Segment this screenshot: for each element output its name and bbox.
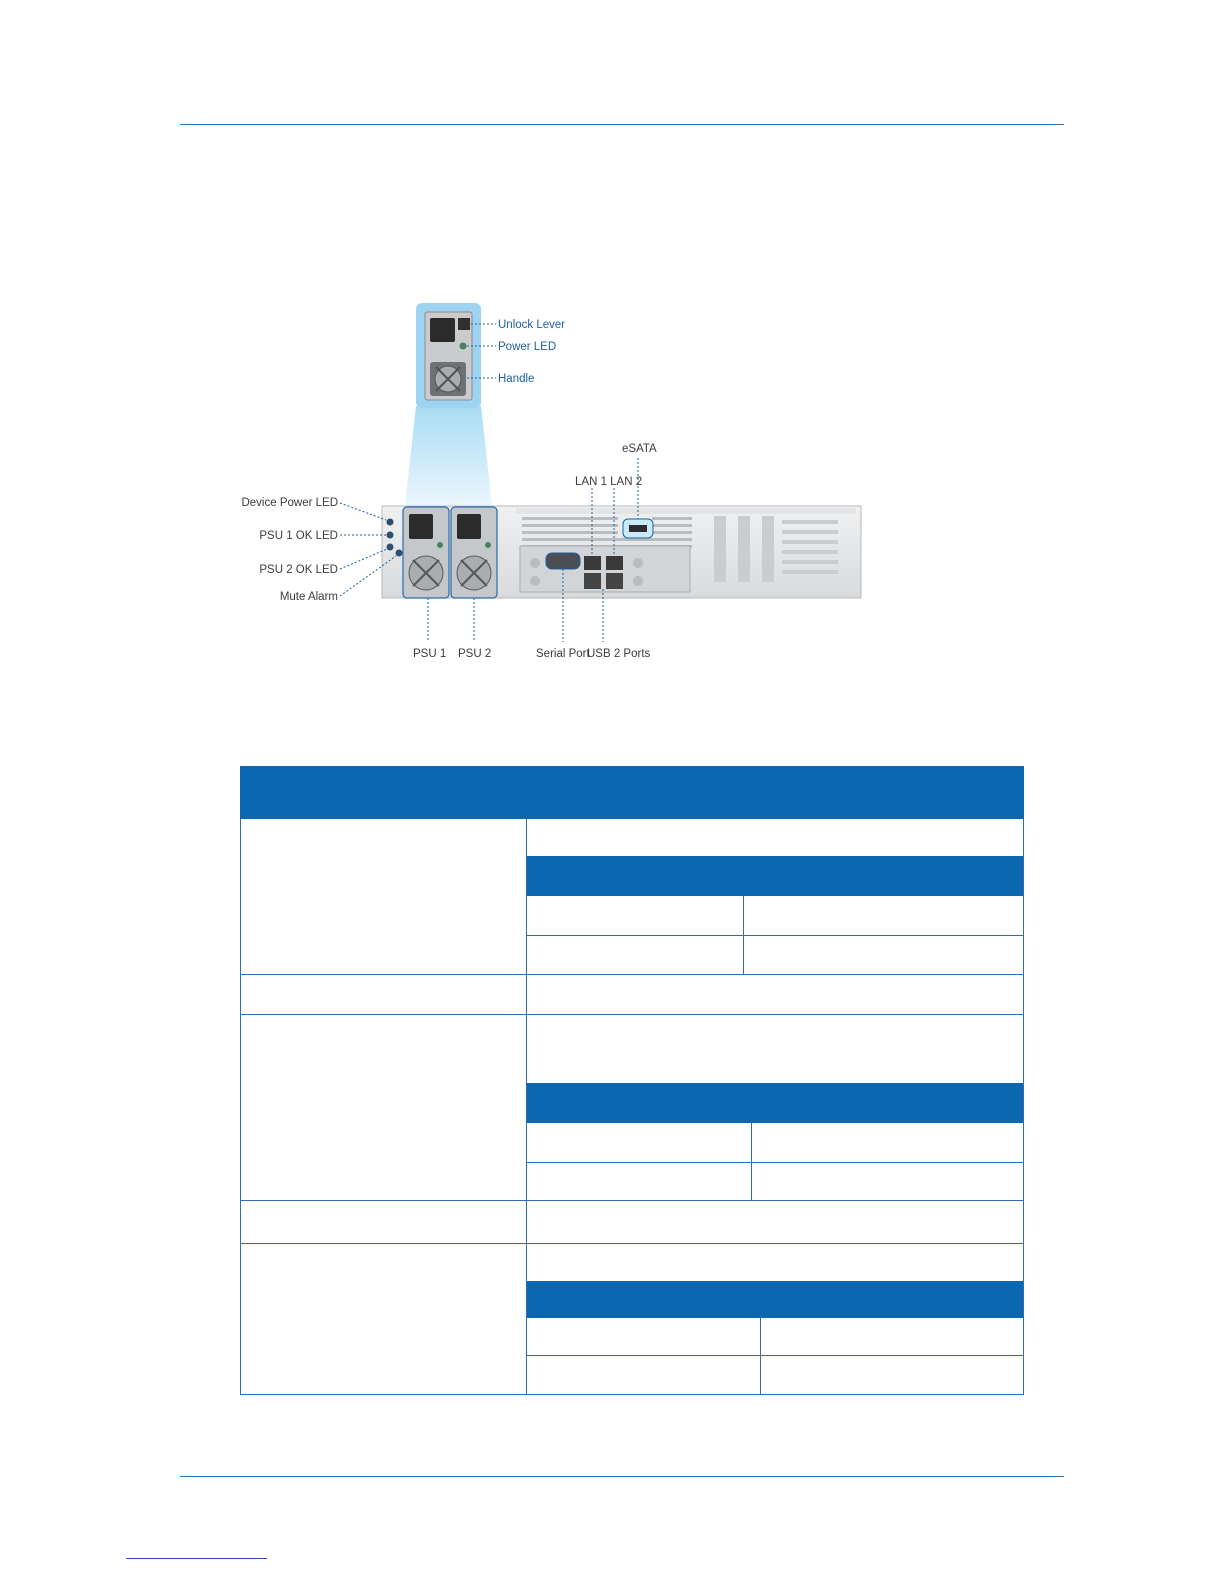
esata-label: eSATA [622,443,657,455]
footer-rule [180,1476,1064,1477]
usb-ports-label: USB 2 Ports [587,648,651,660]
subtable-header-1 [527,856,1023,896]
device-power-led-icon [387,519,394,526]
lan1-port-icon [584,556,601,570]
unlock-lever-icon [458,318,470,330]
power-led-icon [460,343,467,350]
unlock-lever-label: Unlock Lever [498,319,566,331]
row-divider [240,1014,1024,1015]
psu2-label: PSU 2 [458,648,492,660]
power-led-label: Power LED [498,341,557,353]
io-plate [520,546,690,592]
esata-port-icon [629,525,647,532]
footnote-rule [126,1558,267,1559]
usb-port-2-icon [606,573,623,589]
psu1-label: PSU 1 [413,648,447,660]
subtable-header-3 [527,1281,1023,1318]
psu1-ok-led-icon [387,532,394,539]
serial-port-icon [546,553,580,569]
row-divider [240,1200,1024,1201]
spec-table [240,766,1024,1395]
table-header [240,766,1024,819]
subtable-header-2 [527,1083,1023,1123]
psu1-ok-led-label: PSU 1 OK LED [259,530,338,542]
lan2-port-icon [606,556,623,570]
handle-label: Handle [498,373,535,385]
rear-panel-figure [240,296,880,676]
rear-panel-diagram [240,296,880,676]
mute-alarm-label: Mute Alarm [279,591,338,603]
serial-port-label: Serial Port [536,648,590,660]
psu2-ok-led-icon [387,544,394,551]
psu2-ok-led-label: PSU 2 OK LED [259,564,338,576]
psu1-socket [409,514,433,539]
zoom-beam [405,406,492,505]
device-power-led-label: Device Power LED [241,497,338,509]
psu2-socket [457,514,481,539]
row-divider [240,1243,1024,1244]
usb-port-1-icon [584,573,601,589]
mute-alarm-button-icon [396,550,403,557]
header-rule [180,124,1064,125]
row-divider [240,974,1024,975]
psu-zoom-socket [430,318,455,342]
lan-label: LAN 1 LAN 2 [575,476,643,488]
